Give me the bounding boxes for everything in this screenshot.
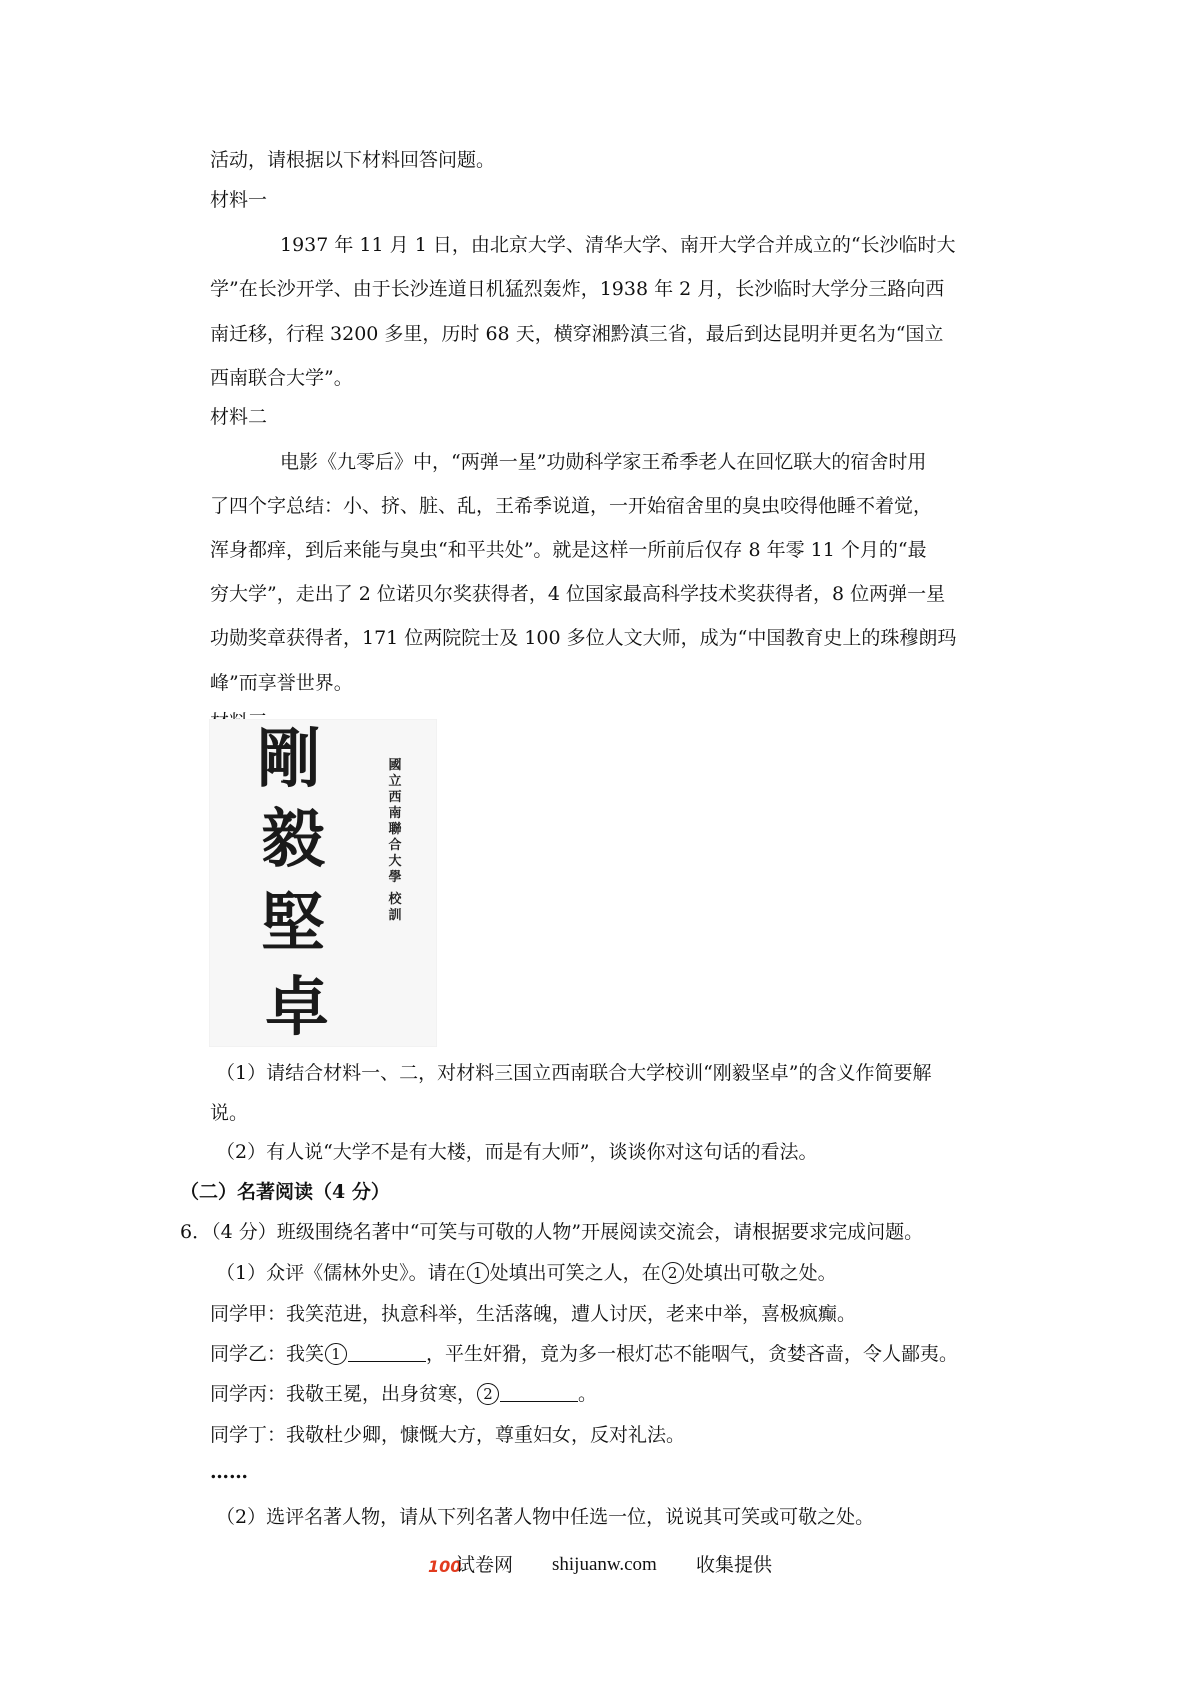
student-bing-line: 同学丙：我敬王冕，出身贫寒， 2 。	[210, 1383, 598, 1405]
ellipsis: ……	[210, 1461, 248, 1483]
text-line: 西南联合大学”。	[210, 367, 353, 389]
q6-stem: 6．（4 分）班级围绕名著中“可笑与可敬的人物”开展阅读交流会，请根据要求完成问题。	[180, 1221, 924, 1243]
circled-number: 1	[325, 1343, 347, 1365]
q5-part2: （2）有人说“大学不是有大楼，而是有大师”，谈谈你对这句话的看法。	[216, 1141, 818, 1163]
inscription-char: 校	[388, 892, 402, 907]
material-1-heading: 材料一	[210, 189, 268, 211]
circled-number: 1	[467, 1262, 489, 1284]
text-line: 穷大学”，走出了 2 位诺贝尔奖获得者，4 位国家最高科学技术奖获得者，8 位两弹一星	[210, 583, 946, 605]
inscription-char: 大	[388, 854, 402, 869]
text-line: 1937 年 11 月 1 日，由北京大学、清华大学、南开大学合并成立的“长沙临时大	[280, 234, 956, 256]
answer-blank[interactable]	[348, 1343, 426, 1362]
footer-site: shijuanw.com	[552, 1554, 657, 1575]
calligraphy-image	[209, 719, 437, 1047]
circled-number: 2	[477, 1383, 499, 1405]
student-yi-line: 同学乙：我笑 1 ，平生奸猾，竟为多一根灯芯不能咽气，贪婪吝啬，令人鄙夷。	[210, 1343, 959, 1365]
inscription-char: 合	[388, 838, 402, 853]
footer-credit: 收集提供	[696, 1554, 773, 1576]
text-line: 学”在长沙开学、由于长沙连道日机猛烈轰炸，1938 年 2 月，长沙临时大学分三路向西	[210, 278, 945, 300]
calligraphy-char: 堅	[261, 886, 325, 961]
inscription-char: 國	[388, 758, 402, 773]
calligraphy-char: 毅	[261, 802, 325, 877]
material-2-heading: 材料二	[210, 406, 268, 428]
text-line: 浑身都痒，到后来能与臭虫“和平共处”。就是这样一所前后仅存 8 年零 11 个月的“最	[210, 539, 927, 561]
text-line: 南迁移，行程 3200 多里，历时 68 天，横穿湘黔滇三省，最后到达昆明并更名为“国立	[210, 323, 944, 345]
inscription-char: 立	[388, 774, 402, 789]
text-line: 峰”而享誉世界。	[210, 672, 353, 694]
text-line: 功勋奖章获得者，171 位两院院士及 100 多位人文大师，成为“中国教育史上的珠穆朗玛	[210, 627, 957, 649]
inscription-char: 聯	[388, 822, 402, 837]
text-line: 电影《九零后》中，“两弹一星”功勋科学家王希季老人在回忆联大的宿舍时用	[280, 451, 927, 473]
inscription-char: 南	[388, 806, 402, 821]
inscription-char: 西	[388, 790, 402, 805]
text-line: 活动，请根据以下材料回答问题。	[210, 149, 496, 171]
student-jia-line: 同学甲：我笑范进，执意科举，生活落魄，遭人讨厌，老来中举，喜极疯癫。	[210, 1303, 857, 1325]
footer-logo-text: 试卷网	[456, 1554, 514, 1576]
answer-blank[interactable]	[500, 1383, 578, 1402]
q6-part2: （2）选评名著人物，请从下列名著人物中任选一位，说说其可笑或可敬之处。	[216, 1506, 875, 1528]
q6-part1: （1）众评《儒林外史》。请在 1 处填出可笑之人，在 2 处填出可敬之处。	[216, 1262, 837, 1284]
text-line: 了四个字总结：小、挤、脏、乱，王希季说道，一开始宿舍里的臭虫咬得他睡不着觉，	[210, 495, 933, 517]
section-heading: （二）名著阅读（4 分）	[180, 1181, 390, 1203]
calligraphy-char: 卓	[265, 970, 329, 1045]
student-ding-line: 同学丁：我敬杜少卿，慷慨大方，尊重妇女，反对礼法。	[210, 1424, 686, 1446]
inscription-char: 學	[388, 870, 402, 885]
circled-number: 2	[662, 1262, 684, 1284]
q5-part1: （1）请结合材料一、二，对材料三国立西南联合大学校训“刚毅坚卓”的含义作简要解	[216, 1062, 932, 1084]
inscription-char: 訓	[388, 908, 402, 923]
calligraphy-char: 剛	[257, 722, 321, 797]
footer-logo-mark: 100	[428, 1557, 462, 1576]
q5-part1-cont: 说。	[210, 1102, 249, 1124]
calligraphy-drawing	[209, 719, 437, 1047]
